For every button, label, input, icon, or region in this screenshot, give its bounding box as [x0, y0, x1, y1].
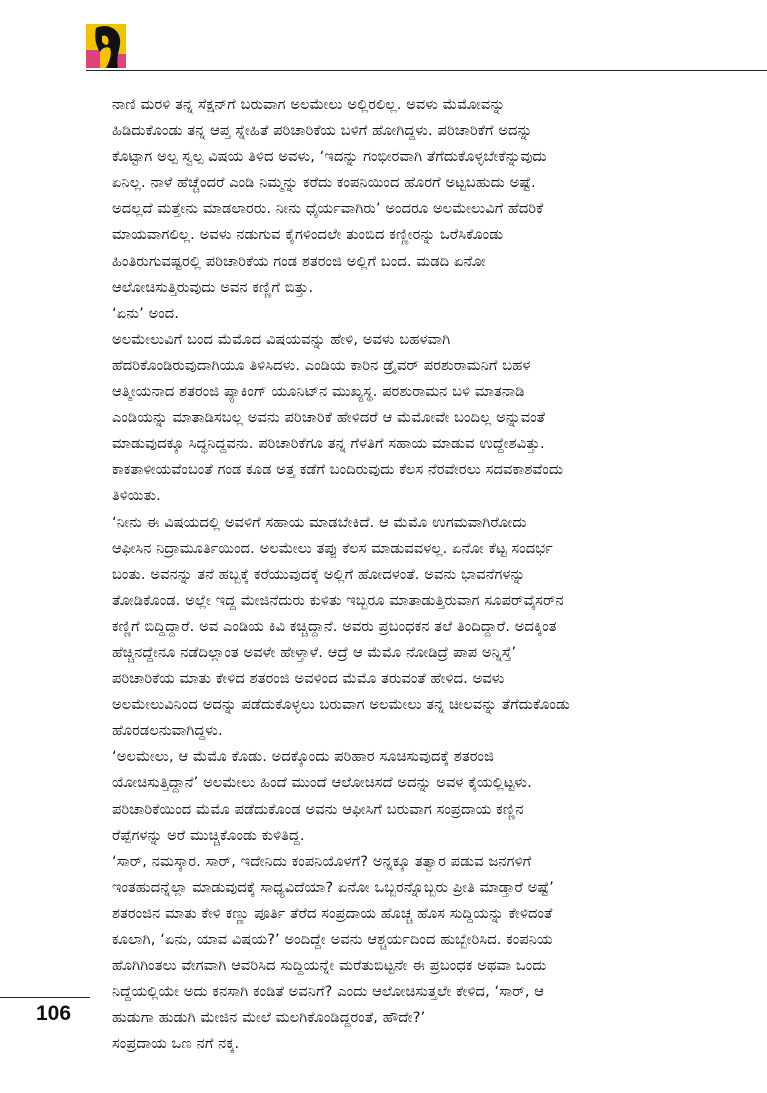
- text-line: ಸಂಪ್ರದಾಯ ಒಣ ನಗೆ ನಕ್ಕ.: [112, 1035, 240, 1053]
- text-line: ಅದಲ್ಲದೆ ಮತ್ತೇನು ಮಾಡಲಾರರು. ನೀನು ಧೈರ್ಯವಾಗಿರು’ ಅಂದರೂ ಅಲಮೇಲುವಿಗೆ ಹೆದರಿಕೆ: [112, 200, 544, 218]
- text-line: ನಿದ್ದೆಯಲ್ಲಿಯೇ ಅದು ಕನಸಾಗಿ ಕಂಡಿತೆ ಅವನಿಗೆ? ಎಂದು ಆಲೋಚಿಸುತ್ತಲೇ ಕೇಳಿದ, ‘ಸಾರ್, ಆ: [112, 983, 545, 1001]
- text-line: ನಾಣಿ ಮರಳಿ ತನ್ನ ಸೆಕ್ಷನ್‌ಗೆ ಬರುವಾಗ ಅಲಮೇಲು ಅಲ್ಲಿರಲಿಲ್ಲ. ಅವಳು ಮೆಮೋವನ್ನು: [112, 96, 506, 113]
- text-line: ರೆಪ್ಪೆಗಳನ್ನು ಅರೆ ಮುಚ್ಚಿಕೊಂಡು ಕುಳಿತಿದ್ದ.: [112, 826, 305, 844]
- portrait-logo-icon: [86, 24, 126, 68]
- text-line: ಕೊಟ್ಟಾಗ ಅಲ್ಪ ಸ್ವಲ್ಪ ವಿಷಯ ತಿಳಿದ ಅವಳು, ‘ಇದನ್ನು ಗಂಭೀರವಾಗಿ ತೆಗೆದುಕೊಳ್ಳಬೇಕೆನ್ನುವುದು: [112, 148, 547, 166]
- text-line: ಆಲೋಚಿಸುತ್ತಿರುವುದು ಅವನ ಕಣ್ಣಿಗೆ ಬಿತ್ತು.: [112, 278, 314, 296]
- text-line: ಯೋಚಿಸುತ್ತಿದ್ದಾನೆ’ ಅಲಮೇಲು ಹಿಂದೆ ಮುಂದೆ ಆಲೋಚಿಸದೆ ಅದನ್ನು ಅವಳ ಕೈಯಲ್ಲಿಟ್ಟಳು.: [112, 774, 532, 792]
- text-line: ಬಂತು. ಅವನನ್ನು ತನೆ ಹಬ್ಬಕ್ಕೆ ಕರೆಯುವುದಕ್ಕೆ ಅಲ್ಲಿಗೆ ಹೋದಳಂತೆ. ಅವನು ಭಾವನೆಗಳನ್ನು: [112, 565, 526, 583]
- text-line: ‘ಏನು’ ಅಂದ.: [112, 304, 180, 322]
- text-line: ಮಾಯವಾಗಲಿಲ್ಲ. ಅವಳು ನಡುಗುವ ಕೈಗಳಿಂದಲೇ ತುಂಬಿದ ಕಣ್ಣೀರನ್ನು ಒರೆಸಿಕೊಂಡು: [112, 226, 504, 244]
- text-line: ಕೂಲಾಗಿ, ‘ಏನು, ಯಾವ ವಿಷಯ?’ ಅಂದಿದ್ದೇ ಅವನು ಆಶ್ಚರ್ಯದಿಂದ ಹುಬ್ಬೇರಿಸಿದ. ಕಂಪನಿಯ: [112, 931, 553, 948]
- text-line: ಹೆಚ್ಚಿನದ್ದೇನೂ ನಡೆದಿಲ್ಲಾಂತ ಅವಳೇ ಹೇಳ್ತಾಳೆ. ಆದ್ರೆ ಆ ಮೆಮೊ ನೋಡಿದ್ರೆ ಪಾಪ ಅನ್ನಿಸ್ತೆ’: [112, 643, 517, 661]
- text-line: ತಿಳಿಯಿತು.: [112, 487, 161, 505]
- text-line: ಹೆದರಿಕೊಂಡಿರುವುದಾಗಿಯೂ ತಿಳಿಸಿದಳು. ಎಂಡಿಯ ಕಾರಿನ ಡ್ರೈವರ್ ಪರಶುರಾಮನಿಗೆ ಬಹಳ: [112, 356, 531, 374]
- text-line: ‘ಸಾರ್, ನಮಸ್ಕಾರ. ಸಾರ್, ಇದೇನಿದು ಕಂಪನಿಯೊಳಗೆ? ಅನ್ನಕ್ಕೂ ತತ್ವಾರ ಪಡುವ ಜನಗಳಿಗೆ: [112, 852, 532, 870]
- text-line: ಆತ್ಮೀಯನಾದ ಶತರಂಜಿ ಪ್ಯಾಕಿಂಗ್ ಯೂನಿಟ್‌ನ ಮುಖ್ಯಸ್ಥ. ಪರಶುರಾಮನ ಬಳಿ ಮಾತನಾಡಿ: [112, 383, 525, 401]
- text-line: ಇಂತಹುದನ್ನೆಲ್ಲಾ ಮಾಡುವುದಕ್ಕೆ ಸಾಧ್ಯವಿದೆಯಾ? ಏನೋ ಒಬ್ಬರನ್ನೊಬ್ಬರು ಪ್ರೀತಿ ಮಾಡ್ತಾರೆ ಅಷ್ಟೆ’: [112, 878, 554, 896]
- text-line: ‘ನೀನು ಈ ವಿಷಯದಲ್ಲಿ ಅವಳಿಗೆ ಸಹಾಯ ಮಾಡಬೇಕಿದೆ. ಆ ಮೆಮೊ ಉಗಮವಾಗಿರೋದು: [112, 513, 527, 531]
- text-line: ಅಲಮೇಲುವಿಗೆ ಬಂದ ಮೆಮೊದ ವಿಷಯವನ್ನು ಹೇಳಿ, ಅವಳು ಬಹಳವಾಗಿ: [112, 330, 451, 348]
- text-line: ತೋಡಿಕೊಂಡ. ಅಲ್ಲೇ ಇದ್ದ ಮೇಜಿನೆದುರು ಕುಳಿತು ಇಬ್ಬರೂ ಮಾತಾಡುತ್ತಿರುವಾಗ ಸೂಪರ್‌ವೈಸರ್‌ನ: [112, 591, 564, 609]
- text-line: ಪರಿಚಾರಿಕೆಯಿಂದ ಮೆಮೊ ಪಡೆದುಕೊಂಡ ಅವನು ಆಫೀಸಿಗೆ ಬರುವಾಗ ಸಂಪ್ರದಾಯ ಕಣ್ಣಿನ: [112, 800, 524, 818]
- text-line: ಶತರಂಜಿನ ಮಾತು ಕೇಳಿ ಕಣ್ಣು ಪೂರ್ತಿ ತೆರೆದ ಸಂಪ್ರದಾಯ ಹೊಚ್ಚ ಹೊಸ ಸುದ್ದಿಯನ್ನು ಕೇಳಿದಂತೆ: [112, 904, 553, 922]
- page-number: 106: [36, 1002, 72, 1025]
- text-line: ಹೊಗಿಗಿಂತಲು ವೇಗವಾಗಿ ಆವರಿಸಿದ ಸುದ್ದಿಯನ್ನೇ ಮರೆತುಬಿಟ್ಟನೇ ಈ ಪ್ರಬಂಧಕ ಅಥವಾ ಒಂದು: [112, 957, 547, 975]
- body-text: [112, 92, 702, 1057]
- text-line: ಕಣ್ಣಿಗೆ ಬಿದ್ದಿದ್ದಾರೆ. ಅವ ಎಂಡಿಯ ಕಿವಿ ಕಚ್ಚಿದ್ದಾನೆ. ಅವರು ಪ್ರಬಂಧಕನ ತಲೆ ತಿಂದಿದ್ದಾರೆ. ಅದಕ್ಕಿಂತ: [112, 617, 557, 635]
- text-line: ಆಫೀಸಿನ ನಿದ್ರಾಮೂರ್ತಿಯಿಂದ. ಅಲಮೇಲು ತಪ್ಪು ಕೆಲಸ ಮಾಡುವವಳಲ್ಲ. ಏನೋ ಕೆಟ್ಟ ಸಂದರ್ಭ: [112, 539, 553, 557]
- footer-rule: [0, 997, 90, 998]
- text-line: ಪರಿಚಾರಿಕೆಯ ಮಾತು ಕೇಳಿದ ಶತರಂಜಿ ಅವಳಿಂದ ಮೆಮೊ ತರುವಂತೆ ಹೇಳಿದ. ಅವಳು: [112, 670, 505, 688]
- text-line: ಹೊರಡಲನುವಾಗಿದ್ದಳು.: [112, 722, 223, 740]
- text-line: ಹಿಂತಿರುಗುವಷ್ಟರಲ್ಲಿ ಪರಿಚಾರಿಕೆಯ ಗಂಡ ಶತರಂಜಿ ಅಲ್ಲಿಗೆ ಬಂದ. ಮಡದಿ ಏನೋ: [112, 252, 486, 270]
- text-line: ಏನಿಲ್ಲ. ನಾಳೆ ಹೆಚ್ಚೆಂದರೆ ಎಂಡಿ ನಿಮ್ಮನ್ನು ಕರೆದು ಕಂಪನಿಯಿಂದ ಹೊರಗೆ ಅಟ್ಟಬಹುದು ಅಷ್ಟೆ.: [112, 174, 536, 192]
- text-line: ಅಲಮೇಲುವಿನಿಂದ ಅದನ್ನು ಪಡೆದುಕೊಳ್ಳಲು ಬರುವಾಗ ಅಲಮೇಲು ತನ್ನ ಚೀಲವನ್ನು ತೆಗೆದುಕೊಂಡು: [112, 696, 571, 714]
- header-rule: [86, 70, 767, 71]
- text-line: ಮಾಡುವುದಕ್ಕೂ ಸಿದ್ಧನಿದ್ದವನು. ಪರಿಚಾರಿಕೆಗೂ ತನ್ನ ಗೆಳತಿಗೆ ಸಹಾಯ ಮಾಡುವ ಉದ್ದೇಶವಿತ್ತು.: [112, 435, 545, 453]
- text-line: ಹಿಡಿದುಕೊಂಡು ತನ್ನ ಆಪ್ತ ಸ್ನೇಹಿತೆ ಪರಿಚಾರಿಕೆಯ ಬಳಿಗೆ ಹೋಗಿದ್ದಳು. ಪರಿಚಾರಿಕೆಗೆ ಅದನ್ನು: [112, 122, 533, 140]
- text-line: ಎಂಡಿಯನ್ನು ಮಾತಾಡಿಸಬಲ್ಲ ಅವನು ಪರಿಚಾರಿಕೆ ಹೇಳಿದರೆ ಆ ಮೆಮೋವೇ ಬಂದಿಲ್ಲ ಅನ್ನುವಂತೆ: [112, 409, 546, 427]
- text-line: ಹುಡುಗಾ ಹುಡುಗಿ ಮೇಜಿನ ಮೇಲೆ ಮಲಗಿಕೊಂಡಿದ್ದರಂತೆ, ಹೌದೇ?’: [112, 1009, 426, 1027]
- text-line: ‘ಅಲಮೇಲು, ಆ ಮೆಮೊ ಕೊಡು. ಅದಕ್ಕೊಂದು ಪರಿಹಾರ ಸೂಚಿಸುವುದಕ್ಕೆ ಶತರಂಜಿ: [112, 748, 494, 766]
- text-line: ಕಾಕತಾಳೀಯವೆಂಬಂತೆ ಗಂಡ ಕೂಡ ಅತ್ತ ಕಡೆಗೆ ಬಂದಿರುವುದು ಕೆಲಸ ನೆರವೇರಲು ಸದವಕಾಶವೆಂದು: [112, 461, 564, 479]
